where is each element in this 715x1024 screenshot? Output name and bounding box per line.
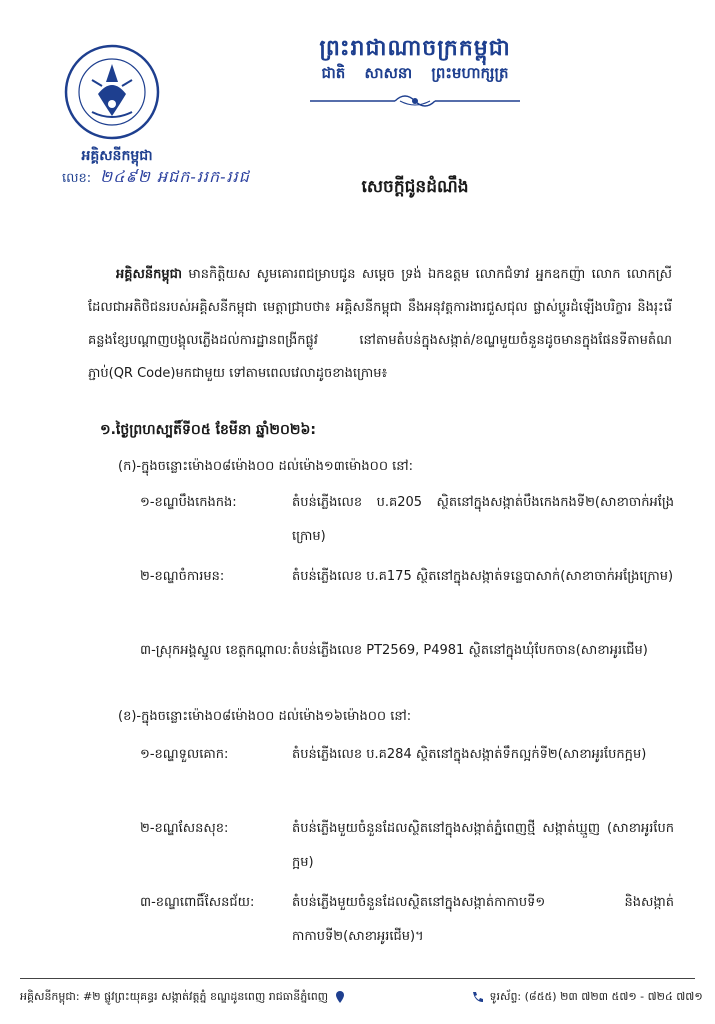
date-heading: ១.ថ្ងៃព្រហស្បតិ៍ទី០៥ ខែមីនា ឆ្នាំ២០២៦:	[100, 422, 316, 438]
org-name: អគ្គិសនីកម្ពុជា	[81, 148, 153, 164]
location-label: ២-ខណ្ឌចំការមន:	[140, 569, 225, 584]
footer-divider	[20, 978, 695, 979]
document-title: សេចក្តីជូនដំណឹង	[361, 177, 469, 197]
location-label: ២-ខណ្ឌសែនសុខ:	[140, 821, 229, 836]
footer-address	[20, 990, 348, 1006]
location-description: តំបន់ភ្លើងលេខ ប.គ175 ស្ថិតនៅក្នុងសង្កាត់ទន្លេបាសាក់(សាខាចាក់អង្រែក្រោម)	[292, 569, 674, 584]
location-description: តំបន់ភ្លើងមួយចំនួនដែលស្ថិតនៅក្នុងសង្កាត់ភ្នំពេញថ្មី សង្កាត់ឃ្មួញ (សាខាអូរបែកក្អម)	[292, 821, 674, 870]
period-heading: (ខ)-ក្នុងចន្លោះម៉ោង០៨ម៉ោង០០ ដល់ម៉ោង១៦ម៉ោង០០ នៅ:	[118, 709, 412, 724]
reference-number: ២៤៩២ អជក-ររក-ររជ	[100, 167, 250, 186]
intro-text: មានកិត្តិយស សូមគោរពជម្រាបជូន សម្តេច ទ្រង់ ឯកឧត្តម លោកជំទាវ អ្នកឧកញ៉ា លោក លោកស្រី ដែលជាអតិថិជនរបស់អគ្គិសនីកម្ពុជា មេត្តាជ្រាបថា៖ អគ្គិសនីកម្ពុជា នឹងអនុវត្តការងារជួសជុល ផ្លាស់ប្តូរដំឡើងបរិក្ខារ និងរុះរើគន្លងខ្សែបណ្តាញបង្គុលភ្លើងដល់ការដ្ឋានពង្រីកផ្លូវ នៅតាមតំបន់ក្នុងសង្កាត់/ខណ្ឌមួយចំនួនដូចមានក្នុងផែនទីតាមតំណភ្ជាប់(QR Code)មកជាមួយ ទៅតាមពេលវេលាដូចខាងក្រោម៖	[88, 267, 672, 381]
location-description: តំបន់ភ្លើងលេខ ប.គ284 ស្ថិតនៅក្នុងសង្កាត់ទឹកល្អក់ទី២(សាខាអូរបែកក្អម)	[292, 747, 647, 762]
location-description: តំបន់ភ្លើងលេខ ប.គ205 ស្ថិតនៅក្នុងសង្កាត់បឹងកេងកងទី២(សាខាចាក់អង្រែក្រោម)	[292, 495, 674, 544]
reference-label: លេខ:	[62, 171, 92, 186]
address-text: អគ្គិសនីកម្ពុជា: #២ ផ្លូវព្រះយុគន្ធរ សង្កាត់វត្តភ្នំ ខណ្ឌដូនពេញ រាជធានីភ្នំពេញ	[20, 990, 329, 1003]
intro-org-name: អគ្គិសនីកម្ពុជា	[116, 267, 183, 282]
location-label: ៣-ស្រុកអង្គស្នួល ខេត្តកណ្តាល:	[140, 643, 292, 658]
location-label: ៣-ខណ្ឌពោធិ៍សែនជ័យ:	[140, 895, 255, 910]
location-label: ១-ខណ្ឌទួលគោក:	[140, 747, 229, 762]
footer-phone	[470, 990, 703, 1006]
location-icon	[332, 990, 348, 1004]
edc-logo	[62, 42, 162, 142]
kingdom-heading: ព្រះរាជាណាចក្រកម្ពុជា	[319, 36, 511, 61]
ornament-divider	[300, 90, 530, 112]
location-description: តំបន់ភ្លើងមួយចំនួនដែលស្ថិតនៅក្នុងសង្កាត់កាកាបទី១ និងសង្កាត់កាកាបទី២(សាខាអូរជើម)។	[292, 895, 674, 944]
national-motto: ជាតិ សាសនា ព្រះមហាក្សត្រ	[321, 64, 509, 82]
phone-icon	[470, 990, 486, 1004]
intro-paragraph	[88, 258, 672, 390]
location-label: ១-ខណ្ឌបឹងកេងកង:	[140, 495, 237, 510]
location-description: តំបន់ភ្លើងលេខ PT2569, P4981 ស្ថិតនៅក្នុងឃុំបែកចាន(សាខាអូរជើម)	[292, 643, 648, 658]
period-heading: (ក)-ក្នុងចន្លោះម៉ោង០៨ម៉ោង០០ ដល់ម៉ោង១៣ម៉ោង០០ នៅ:	[118, 459, 414, 474]
phone-text: ទូរស័ព្ទ: (៨៥៥) ២៣ ៧២៣ ៥៧១ - ៧២៤ ៧៧១	[489, 990, 703, 1003]
